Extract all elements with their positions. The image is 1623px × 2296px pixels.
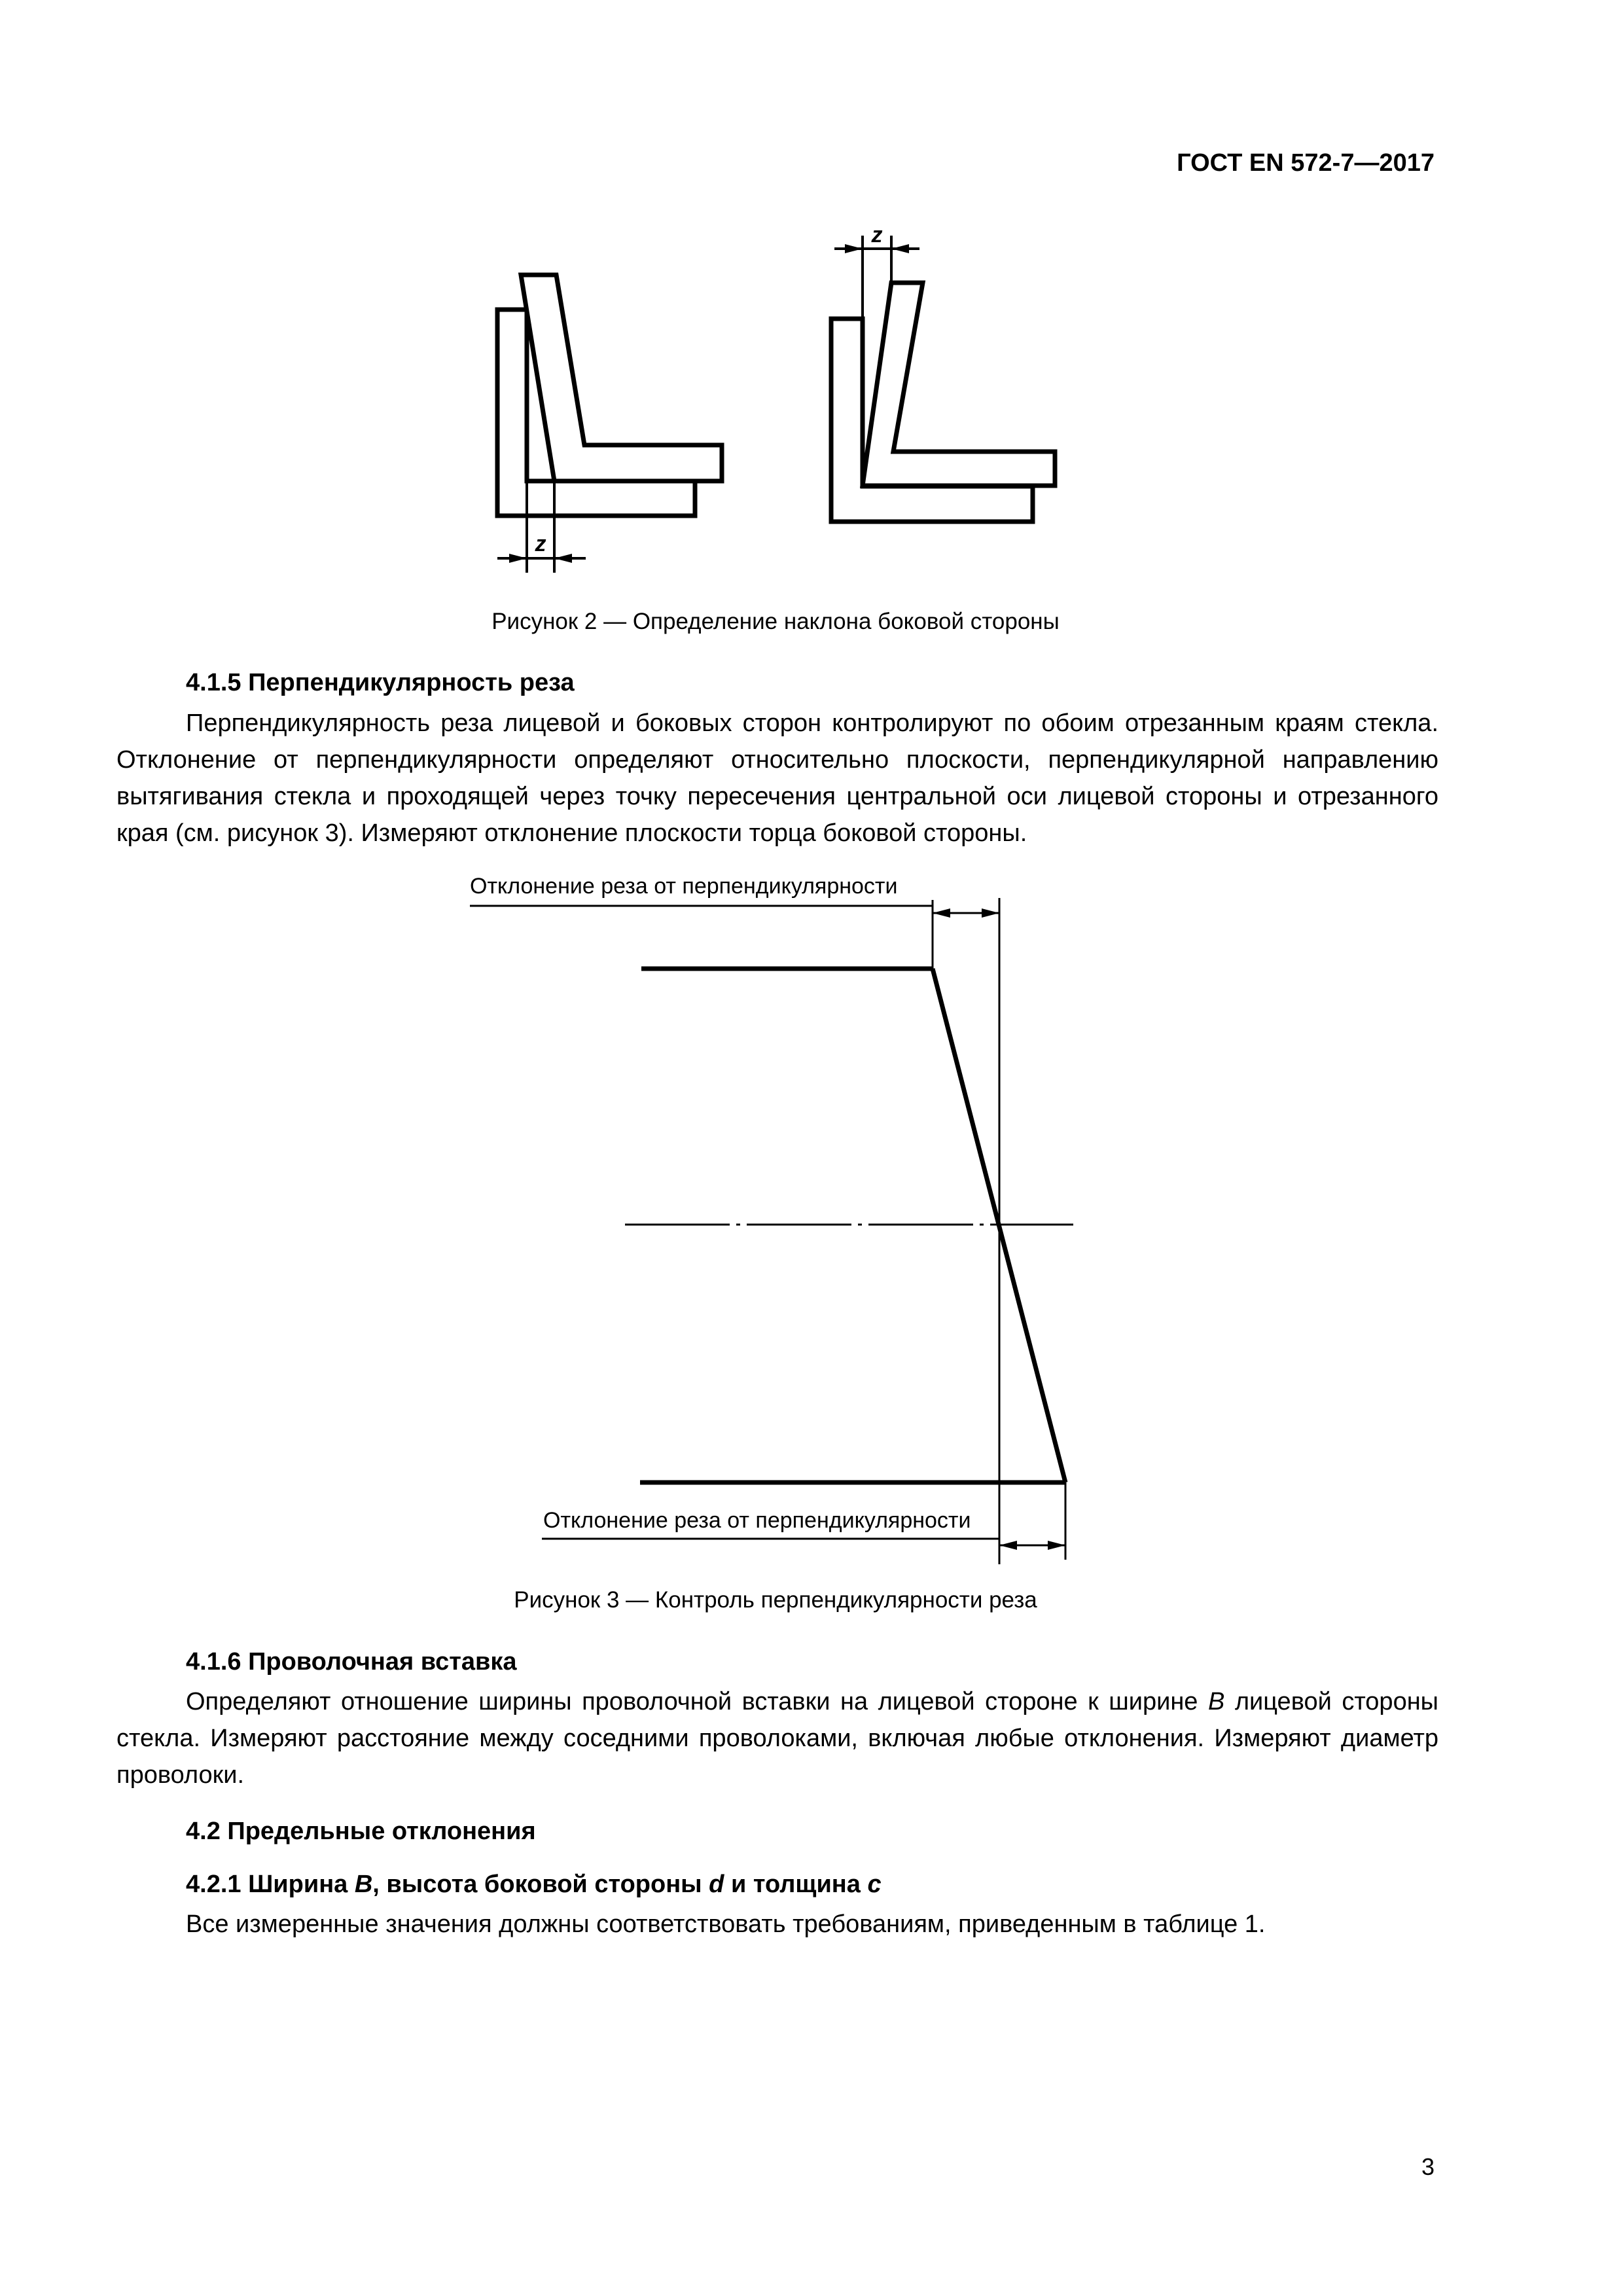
- arrow-head: [845, 244, 863, 253]
- bottom-deviation-label: Отклонение реза от перпендикулярности: [543, 1508, 971, 1533]
- reference-profile-right: [831, 319, 1033, 522]
- section-4-2-heading: 4.2 Предельные отклонения: [186, 1818, 536, 1845]
- slanted-profile-left: [521, 275, 722, 481]
- figure-2-caption: Рисунок 2 — Определение наклона боковой стороны: [491, 609, 1060, 634]
- figure-2-diagram: [0, 0, 1623, 589]
- figure-3-diagram: [0, 864, 1623, 1571]
- arrow-head: [554, 554, 572, 563]
- variable-B: B: [1207, 1688, 1225, 1715]
- page-number: 3: [1421, 2153, 1435, 2180]
- variable-B: B: [354, 1871, 373, 1898]
- section-4-1-6-heading: 4.1.6 Проволочная вставка: [186, 1648, 517, 1676]
- dim-label-z-left: z: [535, 531, 546, 556]
- variable-d: d: [709, 1871, 724, 1898]
- section-4-2-1-heading: [186, 1871, 882, 1899]
- section-4-1-5-heading: 4.1.5 Перпендикулярность реза: [186, 669, 575, 696]
- arrow-head: [891, 244, 909, 253]
- top-deviation-label: Отклонение реза от перпендикулярности: [470, 874, 898, 899]
- text-run: лицевой стороны стекла. Измеряют расстояние между соседними проволоками, включая любые отклонения. Измеряют диаметр проволоки.: [116, 1688, 1438, 1789]
- arrow-head: [1048, 1541, 1065, 1550]
- dim-label-z-right: z: [871, 223, 883, 247]
- arrow-head: [509, 554, 527, 563]
- heading-run: и толщина: [724, 1871, 868, 1898]
- section-4-1-5-text: Перпендикулярность реза лицевой и боковых сторон контролируют по обоим отрезанным краям стекла. Отклонение от перпендикулярности определяют относительно плоскости, перпендикулярной направлению вытягивания стекла и проходящей через точку пересечения центральной оси лицевой стороны и отрезанного края (см. рисунок 3). Измеряют отклонение плоскости торца боковой стороны.: [116, 709, 1438, 847]
- text-run: Определяют отношение ширины проволочной вставки на лицевой стороне к ширине: [186, 1688, 1208, 1715]
- figure-3-caption: Рисунок 3 — Контроль перпендикулярности реза: [514, 1587, 1037, 1613]
- heading-run: , высота боковой стороны: [372, 1871, 709, 1898]
- section-4-2-1-text: Все измеренные значения должны соответствовать требованиям, приведенным в таблице 1.: [186, 1910, 1266, 1938]
- arrow-head: [982, 908, 999, 918]
- section-4-1-6-text: [116, 1683, 1438, 1793]
- document-number-header: ГОСТ EN 572-7—2017: [1177, 149, 1435, 177]
- slanted-profile-right: [863, 283, 1055, 486]
- arrow-head: [999, 1541, 1017, 1550]
- arrow-head: [933, 908, 950, 918]
- heading-run: 4.2.1 Ширина: [186, 1871, 355, 1898]
- variable-c: c: [867, 1871, 882, 1898]
